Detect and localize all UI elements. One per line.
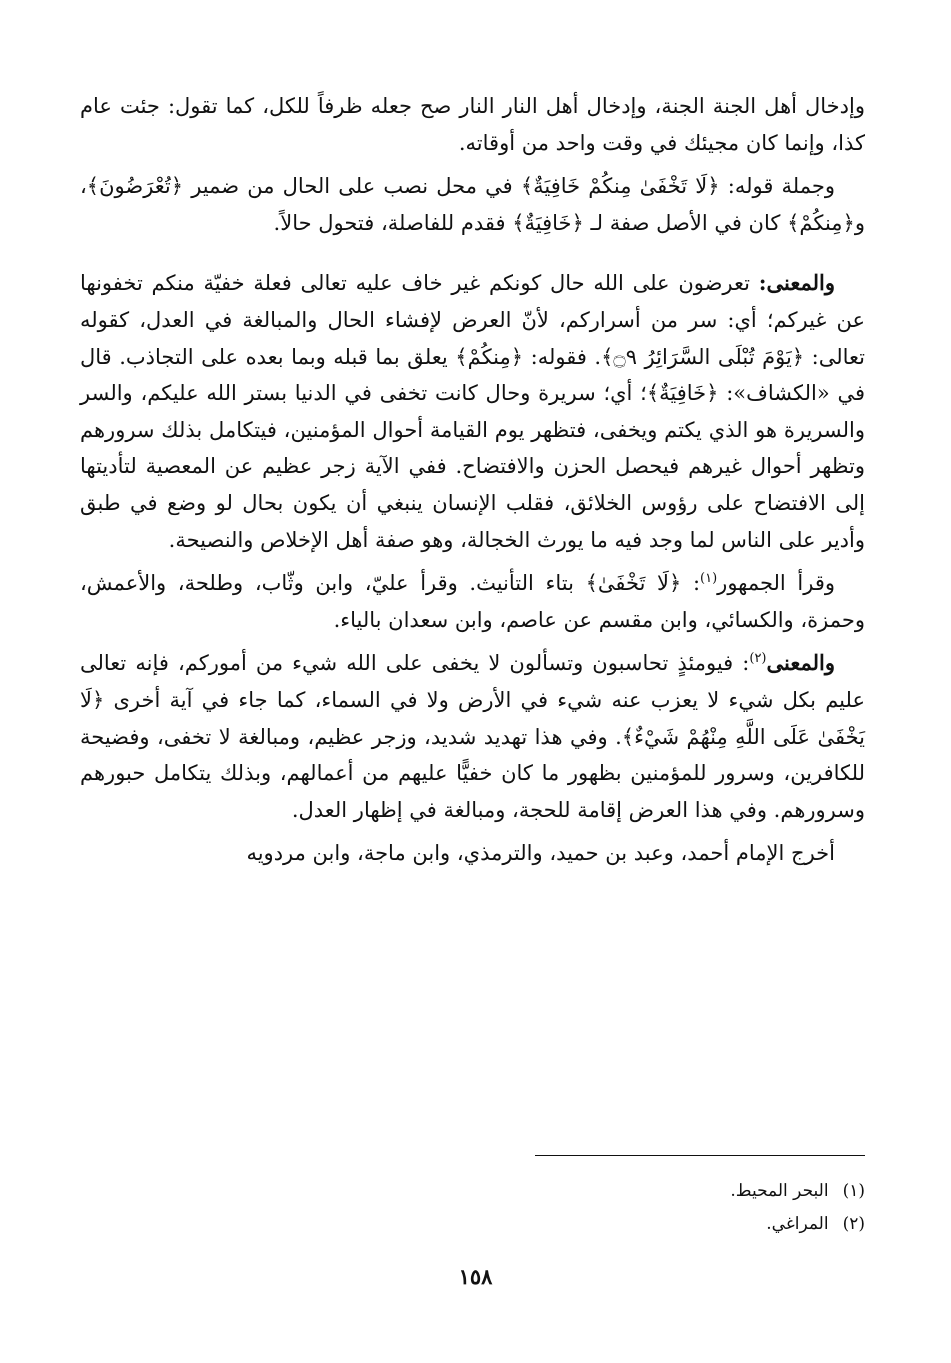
footnote-text: المراغي. bbox=[766, 1214, 829, 1234]
footnote-number: (٢) bbox=[842, 1214, 865, 1234]
text-run: . وفي هذا تهديد شديد، وزجر عظيم، ومبالغة لا تخفى، وفضيحة للكافرين، وسرور للمؤمنين بظهور ما كان خفيًّا عليهم من أعمالهم، وبذلك يتكامل حبورهم وسرورهم. وفي هذا العرض إقامة للحجة، ومبالغة في إظهار العدل. bbox=[80, 724, 865, 822]
text-run: ؛ أي؛ سريرة وحال كانت تخفى في الدنيا بستر الله عليكم، والسر والسريرة هو الذي يكتم ويخفى، فتظهر يوم القيامة أحوال المؤمنين، فيتكامل بذلك سرورهم وتظهر أحوال غيرهم فيحصل الحزن والافتضاح. ففي الآية زجر عظيم عن المعصية لتأديتها إلى الافتضاح على رؤوس الخلائق، فقلب الإنسان ينبغي أن يكون بحال لو وضع في طبق وأدير على الناس لما وجد فيه ما يورث الخجالة، وهو صفة أهل الإخلاص والنصيحة. bbox=[80, 381, 865, 552]
text-run: : فيومئذٍ تحاسبون وتسألون لا يخفى على الله شيء من أموركم، فإنه تعالى عليم بكل شيء لا يعزب عنه شيء في الأرض ولا في السماء، كما جاء في آية أخرى bbox=[80, 651, 865, 712]
quran-quote: ﴿لَا تَخْفَىٰ مِنكُمْ خَافِيَةٌ﴾ bbox=[520, 174, 720, 199]
footnote-text: البحر المحيط. bbox=[730, 1181, 829, 1201]
page-number: ١٥٨ bbox=[458, 1264, 493, 1289]
quran-quote: ﴿خَافِيَةٌ﴾ bbox=[512, 210, 584, 235]
main-text bbox=[80, 88, 865, 872]
footnote-number: (١) bbox=[842, 1181, 865, 1201]
paragraph-1: وإدخال أهل الجنة الجنة، وإدخال أهل النار النار صح جعله ظرفاً للكل، كما تقول: جئت عام كذا، وإنما كان مجيئك في وقت واحد من أوقاته. bbox=[80, 94, 865, 155]
text-run: : bbox=[681, 571, 701, 596]
text-run: بتاء التأنيث. وقرأ عليّ، وابن وثّاب، وطلحة، والأعمش، وحمزة، والكسائي، وابن مقسم عن عاصم، وابن سعدان بالياء. bbox=[80, 571, 865, 632]
text-run: تعرضون على الله حال كونكم غير خاف عليه تعالى فعلة خفيّة منكم تخفونها عن غيركم؛ أي: سر من أسراركم، لأنّ العرض لإفشاء الحال والمبالغة في العدل، كقوله تعالى: bbox=[80, 271, 865, 369]
quran-quote: ﴿خَافِيَةٌ﴾ bbox=[646, 381, 719, 406]
text-run: يعلق بما قبله وبما بعده على التجاذب. قال في «الكشاف»: bbox=[80, 344, 865, 406]
text-run: . فقوله: bbox=[523, 344, 602, 369]
paragraph-lead: والمعنى: bbox=[758, 270, 835, 296]
footnote-ref[interactable]: (١) bbox=[700, 571, 718, 587]
text-run: كان في الأصل صفة لـ bbox=[583, 210, 788, 235]
quran-quote: ﴿يَوْمَ تُبْلَى السَّرَائِرُ ۝٩﴾ bbox=[601, 344, 805, 369]
paragraph-lead: والمعنى bbox=[766, 650, 835, 676]
paragraph-6: أخرج الإمام أحمد، وعبد بن حميد، والترمذي، وابن ماجة، وابن مردويه bbox=[246, 841, 835, 866]
footnotes bbox=[80, 1175, 865, 1241]
paragraph-3 bbox=[80, 265, 865, 558]
paragraph-4 bbox=[80, 565, 865, 638]
text-run: في محل نصب على الحال من ضمير bbox=[183, 174, 521, 199]
quran-quote: ﴿مِنكُمْ﴾ bbox=[787, 210, 855, 235]
quran-quote: ﴿لَا يَخْفَىٰ عَلَى اللَّهِ مِنْهُمْ شَيْءٌ﴾ bbox=[80, 687, 865, 749]
quran-quote: ﴿تُعْرَضُونَ﴾ bbox=[86, 174, 184, 199]
quran-quote: ﴿لَا تَخْفَىٰ﴾ bbox=[585, 571, 682, 596]
text-run: وقرأ الجمهور bbox=[717, 571, 835, 596]
footnote-1 bbox=[80, 1175, 865, 1208]
paragraph-5 bbox=[80, 645, 865, 828]
text-run: ، و bbox=[80, 174, 865, 235]
footnote-separator bbox=[535, 1155, 865, 1156]
footnote-ref[interactable]: (٢) bbox=[749, 651, 767, 667]
text-run: وجملة قوله: bbox=[719, 174, 836, 199]
footnote-2 bbox=[80, 1208, 865, 1241]
quran-quote: ﴿مِنكُمْ﴾ bbox=[455, 344, 524, 369]
paragraph-2 bbox=[80, 168, 865, 241]
text-run: فقدم للفاصلة، فتحول حالاً. bbox=[273, 210, 513, 235]
